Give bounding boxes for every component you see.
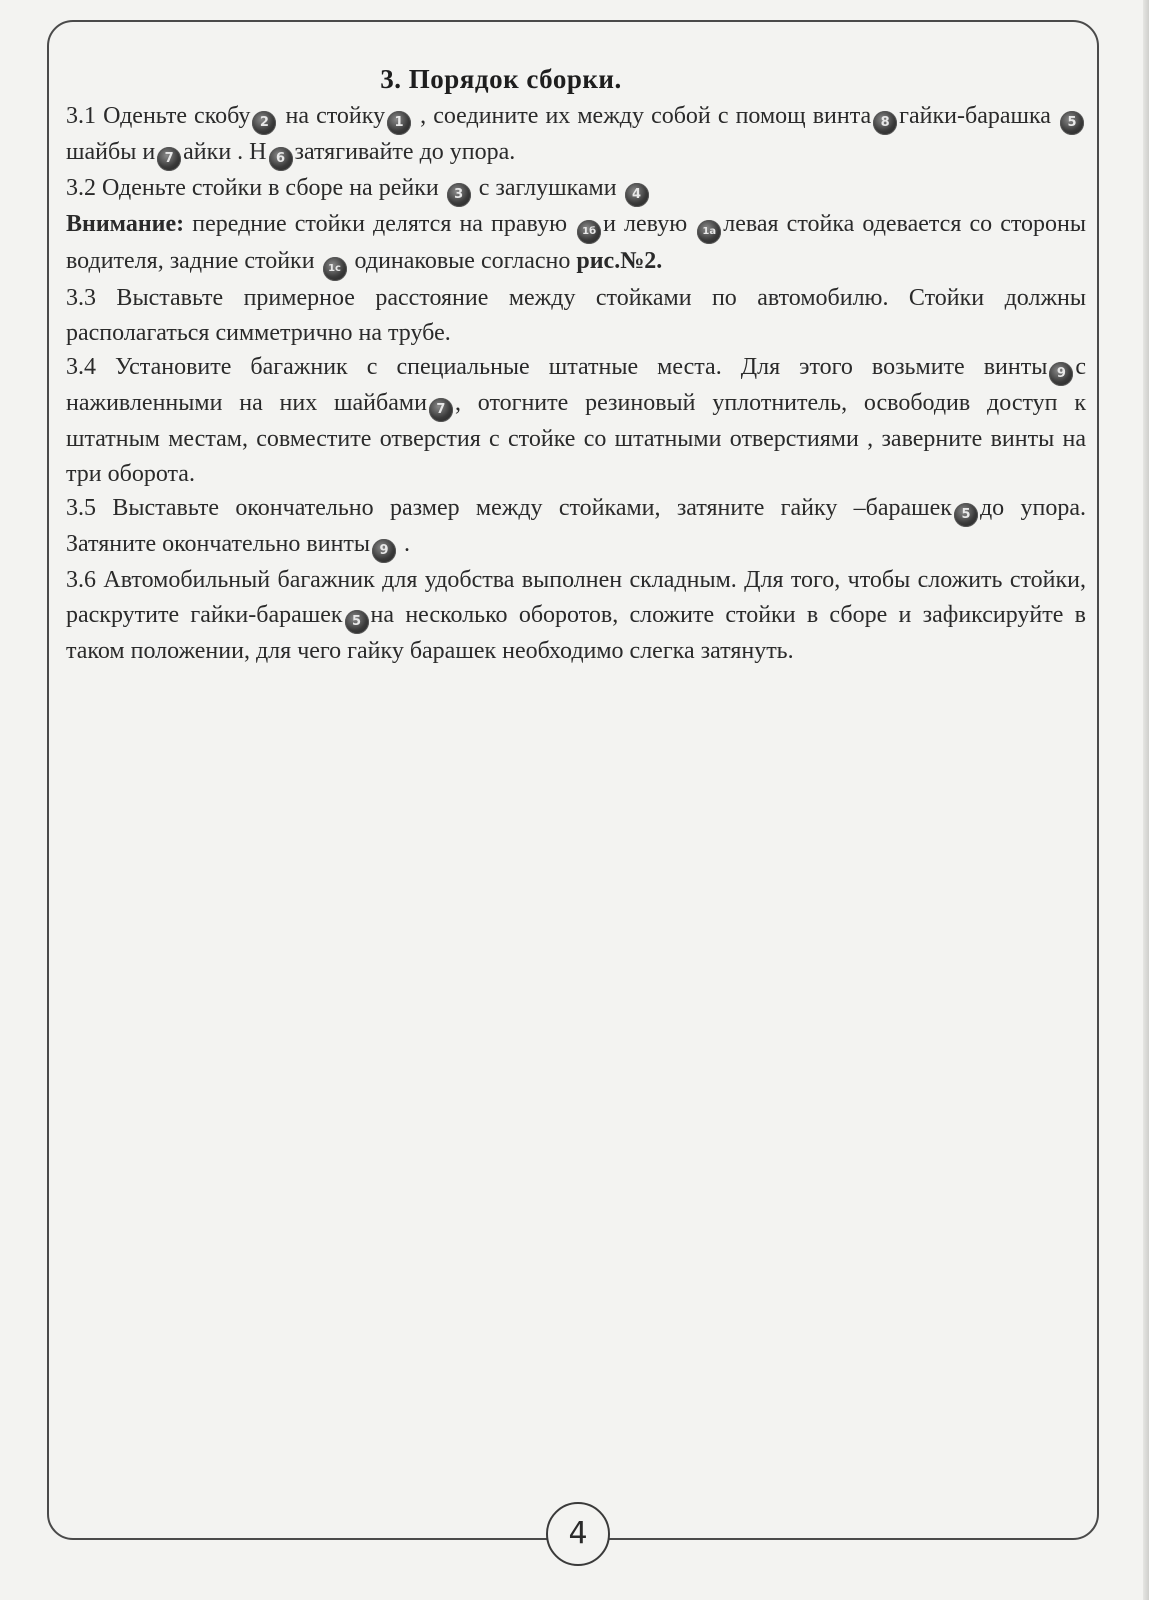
step-text: затягивайте до упора. <box>294 139 516 165</box>
step-text: 3.3 Выставьте примерное расстояние между стойками по автомобилю. Стойки должны располагаться симметрично на трубе. <box>66 285 1086 346</box>
page-number: 4 <box>546 1502 610 1566</box>
step-text: 3.4 Установите багажник с специальные штатные места. Для этого возьмите винты <box>66 354 1048 380</box>
step-3-5 <box>66 491 1086 563</box>
section-title: 3. Порядок сборки. <box>380 64 622 94</box>
step-3-2 <box>66 171 1086 207</box>
part-number-badge: 1 <box>387 111 411 135</box>
step-3-4 <box>66 350 1086 491</box>
step-text: с наживленными на них шайбами <box>66 354 1086 416</box>
part-number-badge: 3 <box>447 183 471 207</box>
part-number-badge: 2 <box>252 111 276 135</box>
part-number-badge: 1б <box>577 220 601 244</box>
step-text: 3.6 Автомобильный багажник для удобства выполнен складным. Для того, чтобы сложить стойки, раскрутите гайки-барашек <box>66 567 1086 628</box>
step-text: до упора. Затяните окончательно винты <box>66 495 1086 557</box>
step-3-3 <box>66 281 1086 350</box>
step-text: 3.5 Выставьте окончательно размер между стойками, затяните гайку –барашек <box>66 495 952 521</box>
step-text: 3.1 Оденьте скобу <box>66 103 251 129</box>
step-text: , отогните резиновый уплотнитель, освободив доступ к штатным местам, совместите отверстия с стойке со штатными отверстиями , заверните винты на три оборота. <box>66 390 1086 487</box>
part-number-badge: 9 <box>372 539 396 563</box>
step-text: шайбы и <box>66 139 156 165</box>
part-number-badge: 5 <box>1060 111 1084 135</box>
figure-reference: рис.№2. <box>576 248 663 274</box>
part-number-badge: 5 <box>954 503 978 527</box>
step-3-6 <box>66 563 1086 668</box>
part-number-badge: 1с <box>323 257 347 281</box>
step-text: на стойку <box>278 103 386 129</box>
part-number-badge: 4 <box>625 183 649 207</box>
step-text: , соедините их между собой с помощ винта <box>413 103 872 129</box>
assembly-section <box>66 64 1086 668</box>
step-3-1 <box>66 99 1086 171</box>
part-number-badge: 8 <box>873 111 897 135</box>
part-number-badge: 9 <box>1049 362 1073 386</box>
part-number-badge: 6 <box>269 147 293 171</box>
part-number-badge: 5 <box>345 610 369 634</box>
part-number-badge: 7 <box>429 398 453 422</box>
step-text: левая стойка одевается со стороны водителя, задние стойки <box>66 211 1086 274</box>
attention-note <box>66 207 1086 281</box>
step-text: . <box>398 531 411 557</box>
scan-edge <box>1143 0 1149 1600</box>
step-text: с заглушками <box>472 175 623 201</box>
attention-label: Внимание: <box>66 211 185 237</box>
step-text: на несколько оборотов, сложите стойки в сборе и зафиксируйте в таком положении, для чего гайку барашек необходимо слегка затянуть. <box>66 601 1087 664</box>
part-number-badge: 7 <box>157 147 181 171</box>
part-number-badge: 1а <box>697 220 721 244</box>
step-text: передние стойки делятся на правую <box>184 211 576 237</box>
step-text: айки . Н <box>183 139 267 165</box>
step-text: 3.2 Оденьте стойки в сборе на рейки <box>66 175 445 201</box>
step-text: гайки-барашка <box>899 103 1059 129</box>
step-text: одинаковые согласно <box>348 248 577 274</box>
step-text: и левую <box>603 211 696 237</box>
